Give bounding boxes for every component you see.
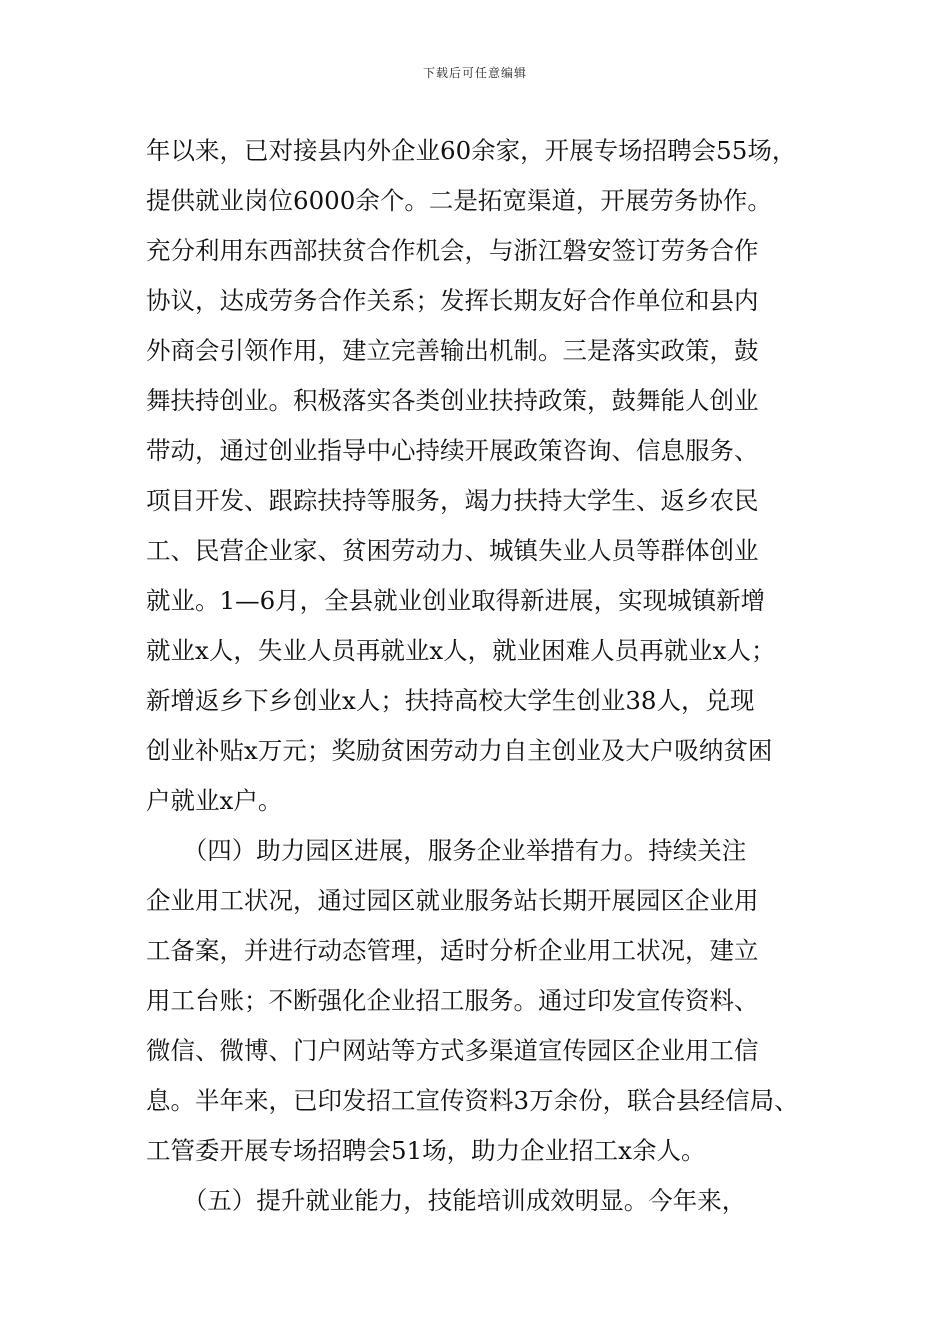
text-line: 带动，通过创业指导中心持续开展政策咨询、信息服务、 <box>146 436 759 465</box>
text-line: 协议，达成劳务合作关系；发挥长期友好合作单位和县内 <box>146 286 759 315</box>
text-line: 舞扶持创业。积极落实各类创业扶持政策，鼓舞能人创业 <box>146 386 759 415</box>
text-line: 就业。1—6月，全县就业创业取得新进展，实现城镇新增 <box>146 586 766 615</box>
text-line: 用工台账；不断强化企业招工服务。通过印发宣传资料、 <box>146 986 759 1015</box>
text-line: 工、民营企业家、贫困劳动力、城镇失业人员等群体创业 <box>146 536 759 565</box>
document-body <box>146 126 826 1226</box>
page-header: 下载后可任意编辑 <box>422 66 527 80</box>
text-line: 户就业x户。 <box>146 786 283 815</box>
text-line: 工备案，并进行动态管理，适时分析企业用工状况，建立 <box>146 936 759 965</box>
text-line: （五）提升就业能力，技能培训成效明显。今年来， <box>146 1186 747 1215</box>
text-line: （四）助力园区进展，服务企业举措有力。持续关注 <box>146 836 747 865</box>
text-line: 工管委开展专场招聘会51场，助力企业招工x余人。 <box>146 1136 706 1165</box>
text-line: 就业x人，失业人员再就业x人，就业困难人员再就业x人； <box>146 636 776 665</box>
text-line: 年以来，已对接县内外企业60余家，开展专场招聘会55场， <box>146 136 797 165</box>
text-line: 企业用工状况，通过园区就业服务站长期开展园区企业用 <box>146 886 759 915</box>
text-line: 项目开发、跟踪扶持等服务，竭力扶持大学生、返乡农民 <box>146 486 759 515</box>
text-line: 创业补贴x万元；奖励贫困劳动力自主创业及大户吸纳贫困 <box>146 736 773 765</box>
text-line: 微信、微博、门户网站等方式多渠道宣传园区企业用工信 <box>146 1036 759 1065</box>
text-line: 提供就业岗位6000余个。二是拓宽渠道，开展劳务协作。 <box>146 186 772 215</box>
text-line: 外商会引领作用，建立完善输出机制。三是落实政策，鼓 <box>146 336 759 365</box>
text-line: 充分利用东西部扶贫合作机会，与浙江磐安签订劳务合作 <box>146 236 759 265</box>
text-line: 新增返乡下乡创业x人；扶持高校大学生创业38人，兑现 <box>146 686 755 715</box>
text-line: 息。半年来，已印发招工宣传资料3万余份，联合县经信局、 <box>146 1086 799 1115</box>
